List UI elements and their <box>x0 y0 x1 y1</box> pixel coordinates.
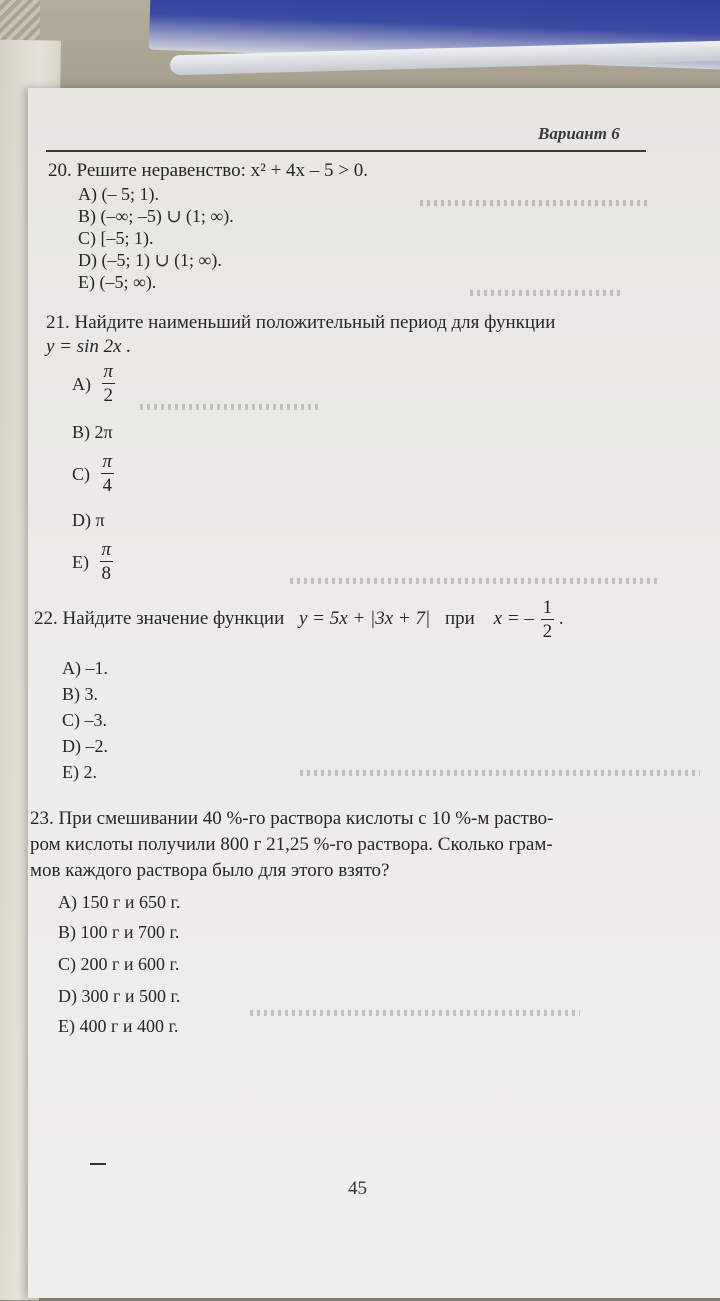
q21-option-c-label: C) <box>72 463 90 484</box>
question-22-end: . <box>558 607 564 629</box>
question-23-line1: 23. При смешивании 40 %-го раствора кислоты с 10 %-м раство- <box>30 808 554 829</box>
q20-option-c: C) [–5; 1). <box>78 228 154 248</box>
q21-option-c-fraction <box>101 452 115 495</box>
show-through-mark <box>290 578 660 584</box>
q21-option-a-label: A) <box>72 373 91 394</box>
q23-option-e: E) 400 г и 400 г. <box>58 1016 179 1036</box>
fraction-denominator: 2 <box>102 383 116 405</box>
question-21-line2: y = sin 2x . <box>46 336 132 357</box>
q20-option-a: A) (– 5; 1). <box>78 184 159 204</box>
q21-option-b: B) 2π <box>72 422 113 442</box>
question-22-x: x = – <box>493 607 534 629</box>
pen-mark <box>90 1163 106 1165</box>
q21-option-e-fraction <box>100 540 114 583</box>
q20-option-b: B) (–∞; –5) ∪ (1; ∞). <box>78 206 234 226</box>
question-23-line3: мов каждого раствора было для этого взято? <box>30 860 390 881</box>
fraction-denominator: 4 <box>101 473 115 495</box>
page-number: 45 <box>348 1178 367 1199</box>
show-through-mark <box>300 770 700 776</box>
q23-option-b: B) 100 г и 700 г. <box>58 922 180 942</box>
show-through-mark <box>420 200 650 206</box>
fraction-numerator: π <box>102 451 113 472</box>
show-through-mark <box>250 1010 580 1016</box>
q21-option-e-label: E) <box>72 551 89 572</box>
q22-option-e: E) 2. <box>62 762 97 782</box>
q20-option-d: D) (–5; 1) ∪ (1; ∞). <box>78 250 222 270</box>
q23-option-a: A) 150 г и 650 г. <box>58 892 181 912</box>
question-22-formula: y = 5x + |3x + 7| <box>299 607 431 629</box>
fraction-numerator: 1 <box>542 597 553 618</box>
show-through-mark <box>470 290 620 296</box>
q22-option-b: B) 3. <box>62 684 98 704</box>
show-through-mark <box>140 404 320 410</box>
question-22-fraction <box>541 598 555 641</box>
q21-option-a <box>72 362 115 405</box>
q21-option-d: D) π <box>72 510 105 530</box>
q22-option-a: A) –1. <box>62 658 108 678</box>
header-rule <box>46 150 646 152</box>
fraction-denominator: 8 <box>100 561 114 583</box>
question-22-at: при <box>444 607 475 629</box>
question-23-line2: ром кислоты получили 800 г 21,25 %-го раствора. Сколько грам- <box>30 834 553 855</box>
q20-option-e: E) (–5; ∞). <box>78 272 157 292</box>
question-20-text: 20. Решите неравенство: x² + 4x – 5 > 0. <box>48 160 369 181</box>
q21-option-e <box>72 540 113 583</box>
q23-option-c: C) 200 г и 600 г. <box>58 954 180 974</box>
fraction-numerator: π <box>101 539 112 560</box>
q22-option-d: D) –2. <box>62 736 108 756</box>
question-22-text: 22. Найдите значение функции <box>34 607 285 629</box>
q22-option-c: C) –3. <box>62 710 107 730</box>
variant-header: Вариант 6 <box>538 124 620 143</box>
q21-option-a-fraction <box>102 362 116 405</box>
fraction-denominator: 2 <box>542 621 553 642</box>
question-21-line1: 21. Найдите наименьший положительный период для функции <box>46 312 556 333</box>
question-22 <box>34 598 564 641</box>
q21-option-c <box>72 452 114 495</box>
q23-option-d: D) 300 г и 500 г. <box>58 986 181 1006</box>
fraction-numerator: π <box>103 361 114 382</box>
